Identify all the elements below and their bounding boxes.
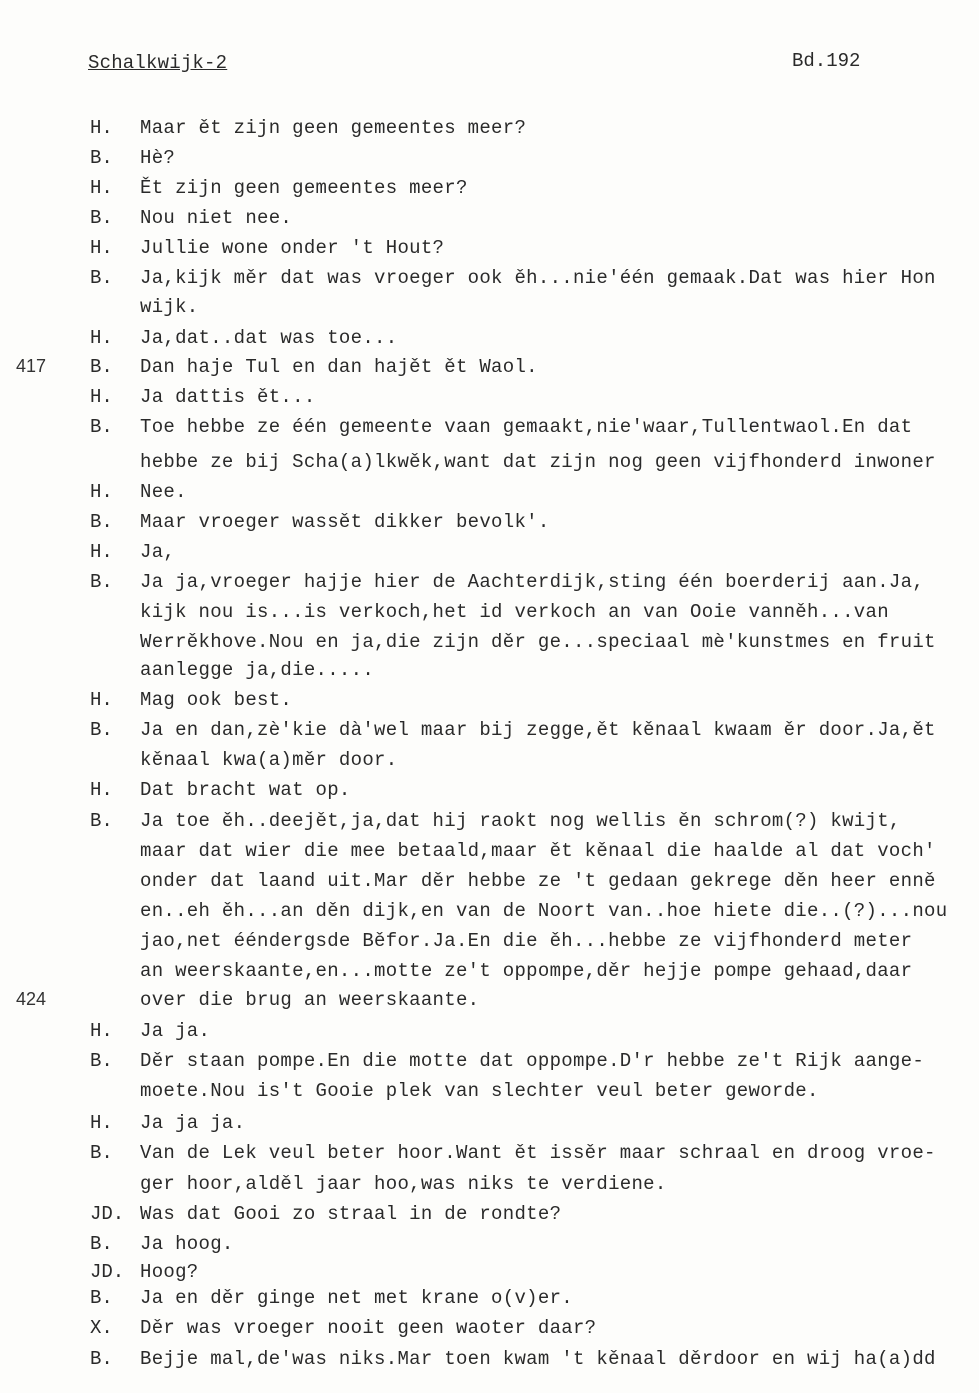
speaker-label: H. [90,327,113,349]
margin-line-number: 424 [16,989,47,1009]
transcript-line: Toe hebbe ze één gemeente vaan gemaakt,nie'waar,Tullentwaol.En dat [140,416,913,438]
speaker-label: B. [90,356,113,378]
transcript-line: en..eh ěh...an děn dijk,en van de Noort van..hoe hiete die..(?)...nou [140,900,948,922]
transcript-line: Werrěkhove.Nou en ja,die zijn děr ge...speciaal mè'kunstmes en fruit [140,631,936,653]
speaker-label: B. [90,1233,113,1255]
speaker-label: H. [90,689,113,711]
transcript-line: Hè? [140,147,176,169]
transcript-line: Ja dattis ět... [140,386,316,408]
margin-line-number: 417 [16,356,47,376]
transcript-line: Dat bracht wat op. [140,779,351,801]
transcript-line: over die brug an weerskaante. [140,989,480,1011]
speaker-label: X. [90,1317,113,1339]
transcript-line: Ja,dat..dat was toe... [140,327,398,349]
page-reference: Bd.192 [792,50,861,72]
speaker-label: B. [90,719,113,741]
transcript-line: Ja ja. [140,1020,211,1042]
transcript-line: kěnaal kwa(a)měr door. [140,749,398,771]
transcript-line: wijk. [140,296,199,318]
transcript-line: maar dat wier die mee betaald,maar ět kěnaal die haalde al dat voch' [140,840,936,862]
transcript-line: Děr was vroeger nooit geen waoter daar? [140,1317,597,1339]
speaker-label: JD. [90,1203,125,1225]
speaker-label: B. [90,1142,113,1164]
transcript-line: jao,net ééndergsde Běfor.Ja.En die ěh...hebbe ze vijfhonderd meter [140,930,913,952]
transcript-line: moete.Nou is't Gooie plek van slechter veul beter geworde. [140,1080,819,1102]
transcript-line: Hoog? [140,1261,199,1283]
transcript-line: ger hoor,alděl jaar hoo,was niks te verdiene. [140,1173,667,1195]
speaker-label: B. [90,1287,113,1309]
transcript-line: Nee. [140,481,187,503]
transcript-line: kijk nou is...is verkoch,het id verkoch an van Ooie vanněh...van [140,601,889,623]
speaker-label: H. [90,386,113,408]
transcript-line: onder dat laand uit.Mar děr hebbe ze 't gedaan gekrege děn heer enně [140,870,936,892]
transcript-line: Jullie wone onder 't Hout? [140,237,445,259]
transcript-line: Mag ook best. [140,689,293,711]
speaker-label: B. [90,207,113,229]
transcript-line: Maar vroeger wassět dikker bevolk'. [140,511,550,533]
transcript-line: an weerskaante,en...motte ze't oppompe,děr hejje pompe gehaad,daar [140,960,913,982]
speaker-label: H. [90,1020,113,1042]
speaker-label: H. [90,117,113,139]
speaker-label: B. [90,1348,113,1370]
speaker-label: B. [90,1050,113,1072]
speaker-label: JD. [90,1261,125,1283]
speaker-label: B. [90,571,113,593]
transcript-line: Ja,kijk měr dat was vroeger ook ěh...nie'één gemaak.Dat was hier Hon [140,267,936,289]
speaker-label: H. [90,541,113,563]
transcript-line: Ja en děr ginge net met krane o(v)er. [140,1287,573,1309]
speaker-label: H. [90,1112,113,1134]
speaker-label: H. [90,481,113,503]
speaker-label: H. [90,177,113,199]
transcript-line: Ja en dan,zè'kie dà'wel maar bij zegge,ět kěnaal kwaam ěr door.Ja,ět [140,719,936,741]
transcript-line: Ja toe ěh..deejět,ja,dat hij raokt nog wellis ěn schrom(?) kwijt, [140,810,901,832]
transcript-line: aanlegge ja,die..... [140,659,375,681]
transcript-line: Bejje mal,de'was niks.Mar toen kwam 't kěnaal děrdoor en wij ha(a)dd [140,1348,936,1370]
transcript-line: Ja hoog. [140,1233,234,1255]
transcript-line: Maar ět zijn geen gemeentes meer? [140,117,527,139]
transcript-line: Ja, [140,541,176,563]
transcript-line: Ja ja ja. [140,1112,246,1134]
speaker-label: H. [90,237,113,259]
transcript-line: Ja ja,vroeger hajje hier de Aachterdijk,sting één boerderij aan.Ja, [140,571,925,593]
transcript-line: Was dat Gooi zo straal in de rondte? [140,1203,562,1225]
transcript-line: hebbe ze bij Scha(a)lkwěk,want dat zijn nog geen vijfhonderd inwoner [140,451,936,473]
speaker-label: B. [90,147,113,169]
speaker-label: B. [90,511,113,533]
speaker-label: B. [90,267,113,289]
transcript-line: Ět zijn geen gemeentes meer? [140,177,468,199]
transcript-line: Dan haje Tul en dan hajět ět Waol. [140,356,538,378]
document-title: Schalkwijk-2 [88,52,228,74]
transcript-line: Děr staan pompe.En die motte dat oppompe.D'r hebbe ze't Rijk aange- [140,1050,925,1072]
transcript-line: Nou niet nee. [140,207,293,229]
speaker-label: H. [90,779,113,801]
speaker-label: B. [90,416,113,438]
speaker-label: B. [90,810,113,832]
transcript-line: Van de Lek veul beter hoor.Want ět issěr maar schraal en droog vroe- [140,1142,936,1164]
